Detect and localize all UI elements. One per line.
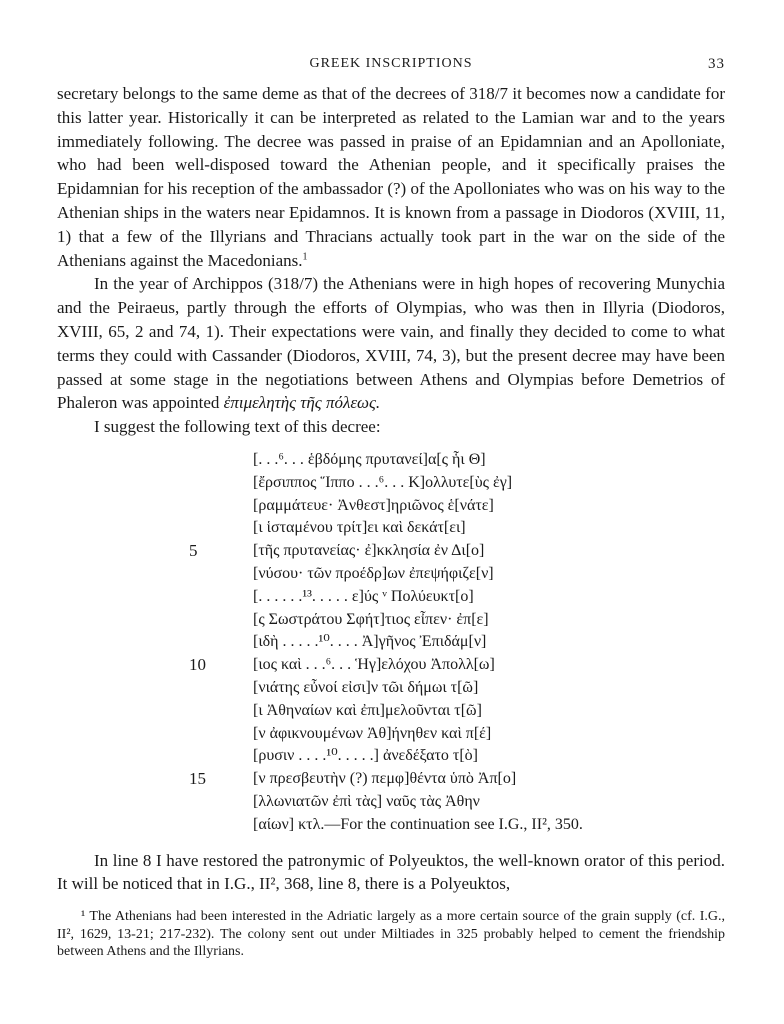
line-text: [ραμμάτευε· Ἀνθεστ]ηριῶνος ἑ[νάτε] (253, 496, 494, 514)
line-text: [ν ἀφικνουμένων Ἀθ]ήνηθεν καὶ π[έ] (253, 724, 492, 742)
line-text: [ς Σωστράτου Σφήτ]τιος εἶπεν· ἐπ[ε] (253, 610, 489, 628)
inscription-line (57, 791, 725, 814)
paragraph-2 (57, 272, 725, 415)
paragraph-1 (57, 82, 725, 272)
line-text: [ιος καὶ . . .⁶. . . Ἡγ]ελόχου Ἀπολλ[ω] (253, 656, 495, 674)
line-text: [ν πρεσβευτὴν (?) πεμφ]θέντα ὑπὸ Ἀπ[ο] (253, 770, 517, 788)
paragraph-4: In line 8 I have restored the patronymic of Polyeuktos, the well-known orator of this period. It will be noticed that in I.G., II², 368, line 8, there is a Polyeuktos, (57, 850, 725, 894)
page-body (57, 52, 725, 896)
line-number: 15 (189, 769, 206, 789)
inscription-line (57, 472, 725, 495)
running-head (57, 52, 725, 76)
greek-title: ἐπιμελητὴς τῆς πόλεως. (223, 393, 381, 413)
line-number: 5 (189, 541, 198, 561)
inscription-line (57, 654, 725, 677)
line-text: [ι Ἀθηναίων καὶ ἐπι]μελοῦνται τ[ῶ] (253, 701, 482, 719)
footnote (57, 908, 725, 961)
line-text: [λλωνιατῶν ἐπὶ τὰς] ναῦς τὰς Ἀθην (253, 792, 480, 810)
line-number: 10 (189, 655, 206, 675)
inscription-line (57, 814, 725, 837)
inscription-line (57, 495, 725, 518)
page-number: 33 (708, 56, 725, 72)
inscription-line (57, 745, 725, 768)
inscription-line (57, 631, 725, 654)
inscription-line (57, 563, 725, 586)
inscription-text (57, 449, 725, 837)
line-text: [ἔρσιππος Ἵππο . . .⁶. . . Κ]ολλυτε[ὺς ἐγ] (253, 473, 513, 491)
inscription-line (57, 449, 725, 472)
inscription-line (57, 677, 725, 700)
paragraph-1-text: secretary belongs to the same deme as that of the decrees of 318/7 it becomes now a candidate for this latter year. Historically it can be interpreted as related to the Lamian war and to the years immediately following. The decree was passed in praise of an Epidamnian and an Apolloniate, who had been well-disposed toward the Athenian people, and it specifically praises the Epidamnian for his reception of the ambassador (?) of the Apolloniates who was on his way to the Athenian ships in the waters near Epidamnos. It is known from a passage in Diodoros (XVIII, 11, 1) that a few of the Illyrians and Thracians actually took part in the war on the side of the Athenians against the Macedonians. (57, 84, 725, 270)
inscription-line (57, 768, 725, 791)
line-text: [τῆς πρυτανείας· ἐ]κκλησία ἐν Δι[ο] (253, 542, 485, 560)
inscription-line (57, 586, 725, 609)
footnote-mark: 1 (302, 250, 308, 262)
inscription-line (57, 700, 725, 723)
line-text: [. . . . . .¹³. . . . . ε]ύς ᵛ Πολύευκτ[ο] (253, 587, 474, 605)
line-text: [νύσου· τῶν προέδρ]ων ἐπεψήφιζε[ν] (253, 564, 494, 582)
inscription-line (57, 540, 725, 563)
inscription-line (57, 723, 725, 746)
line-text: [νιάτης εὖνοί εἰσι]ν τῶι δήμωι τ[ῶ] (253, 678, 479, 696)
footnote-text: ¹ The Athenians had been interested in the Adriatic largely as a more certain source of the grain supply (cf. I.G., II², 1629, 13-21; 217-232). The colony sent out under Miltiades in 325 probably helped to cement the friendship between Athens and the Illyrians. (57, 909, 725, 959)
line-text: [ιδὴ . . . . .¹⁰. . . . Ἀ]γῆνος Ἐπιδάμ[ν] (253, 633, 487, 651)
paragraph-3: I suggest the following text of this decree: (94, 417, 381, 437)
inscription-line (57, 517, 725, 540)
inscription-line (57, 609, 725, 632)
line-text: [αίων] κτλ.—For the continuation see I.G., II², 350. (253, 815, 583, 833)
running-head-title: GREEK INSCRIPTIONS (309, 56, 473, 71)
paragraph-2-text: In the year of Archippos (318/7) the Athenians were in high hopes of recovering Munychia and the Peiraeus, partly through the efforts of Olympias, who was then in Illyria (Diodoros, XVIII, 65, 2 and 74, 1). Their expectations were vain, and finally they decided to come to what terms they could with Cassander (Diodoros, XVIII, 74, 3), but the present decree may have been passed at some stage in the negotiations between Athens and Olympias before Demetrios of Phaleron was appointed (57, 274, 725, 413)
line-text: [ρυσιν . . . .¹⁰. . . . .] ἀνεδέξατο τ[ὸ] (253, 747, 478, 765)
line-text: [ι ἱσταμένου τρίτ]ει καὶ δεκάτ[ει] (253, 519, 466, 537)
line-text: [. . .⁶. . . ἑβδόμης πρυτανεί]α[ς ἧι Θ] (253, 450, 486, 468)
